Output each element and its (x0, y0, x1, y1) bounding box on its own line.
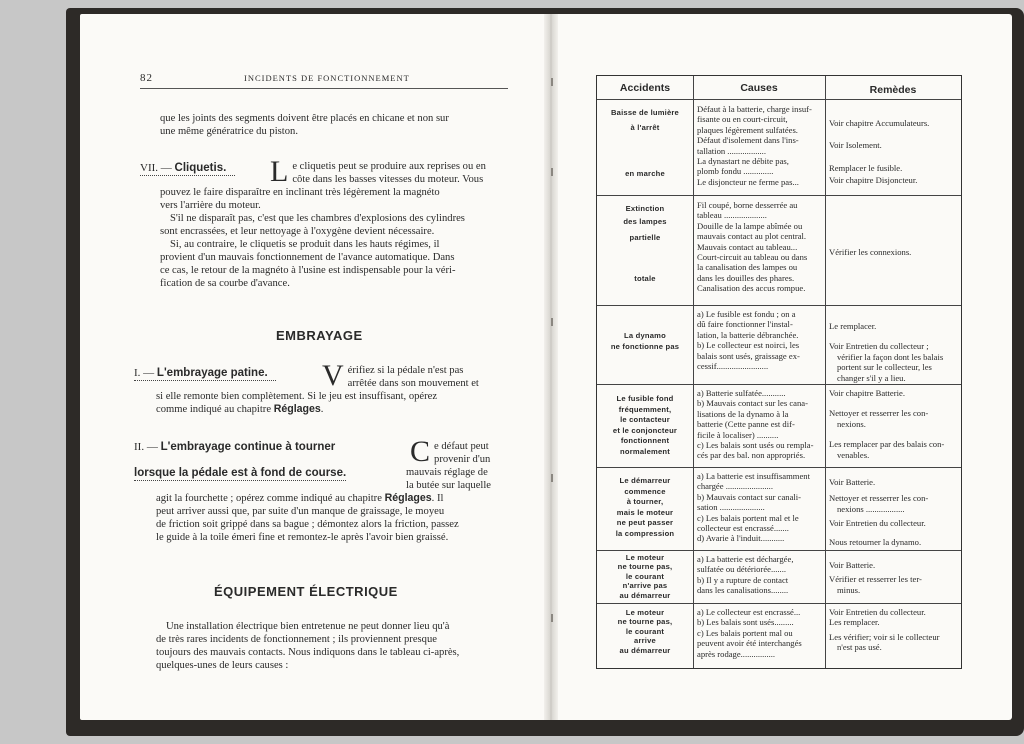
remedies-cell (829, 607, 959, 653)
accident-cell (599, 394, 691, 457)
cause-line: b) Il y a rupture de contact (697, 574, 789, 585)
section-title: lorsque la pédale est à fond de course. (134, 467, 347, 479)
section-tourner-title-2 (134, 466, 346, 481)
stitch (551, 318, 553, 326)
cause-line: peuvent avoir été interchangés (697, 638, 802, 649)
cause-line: d) Avarie à l'induit........... (697, 533, 785, 544)
heading-embrayage: EMBRAYAGE (276, 328, 363, 343)
text-line: mauvais réglage de (406, 467, 488, 478)
remedy-line: Voir Entretien du collecteur ; (829, 341, 929, 352)
cause-line: lation, la batterie débranchée. (697, 329, 799, 340)
accident-line: Le fusible fond (616, 394, 674, 403)
remedy-line: nexions .................. (837, 503, 905, 514)
cause-line: La dynastart ne débite pas, (697, 156, 789, 167)
cause-line: tallation .................. (697, 145, 766, 156)
accident-line: Le démarreur (619, 476, 671, 485)
cause-line: balais sont usés, graissage ex- (697, 350, 800, 361)
text-line: sont encrassées, et leur nettoyage à l'oxygène devient nécessaire. (160, 226, 435, 237)
text-line: provient d'un mauvais fonctionnement de l'avance automatique. Dans (160, 252, 455, 263)
cause-line: c) Les balais sont usés ou rempla- (697, 440, 814, 451)
text-line: une même génératrice du piston. (160, 126, 298, 137)
accident-cell (599, 553, 691, 600)
cause-line: Douille de la lampe abîmée ou (697, 220, 803, 231)
remedies-cell (829, 477, 959, 547)
accident-line: normalement (620, 446, 670, 456)
text-line: le guide à la toile émeri fine et remontez-le après l'avoir bien graissé. (156, 532, 449, 543)
remedy-line: Nous retourner la dynamo. (829, 536, 922, 547)
cause-line: dans les douilles des phares. (697, 272, 795, 283)
remedy-line: Voir chapitre Batterie. (829, 388, 905, 398)
cause-line: Le disjoncteur ne ferme pas... (697, 176, 799, 187)
text-line: . Il (431, 493, 444, 504)
tourner-paragraph (156, 492, 502, 544)
cause-line: après rodage................ (697, 648, 776, 659)
cause-line: a) Le collecteur est encrassé... (697, 607, 801, 617)
remedy-line: changer s'il y a lieu. (837, 372, 906, 383)
stitch (551, 78, 553, 86)
cause-line: a) Le fusible est fondu ; on a (697, 309, 796, 319)
remedy-line: nexions. (837, 418, 866, 429)
text-line: agit la fourchette ; opérez comme indiqué au chapitre (156, 493, 382, 504)
cause-line: lisations de la dynamo à la (697, 408, 789, 419)
causes-cell (697, 200, 823, 294)
remedy-line: Les remplacer. (829, 617, 880, 628)
cause-line: b) Mauvais contact sur canali- (697, 491, 802, 502)
remedy-line: Les vérifier; voir si le collecteur (829, 631, 940, 642)
cause-line: a) La batterie est insuffisamment (697, 471, 810, 481)
text-line: e défaut peut (434, 441, 489, 452)
text-line: vers l'arrière du moteur. (160, 200, 261, 211)
causes-cell (697, 104, 823, 187)
incidents-table (596, 75, 962, 669)
cause-line: Défaut à la batterie, charge insuf- (697, 104, 812, 114)
stitch (551, 474, 553, 482)
cliquetis-paragraph-cont (160, 186, 506, 290)
remedy-line: Nettoyer et resserrer les con- (829, 408, 929, 419)
section-title: L'embrayage continue à tourner (160, 441, 336, 453)
accident-line: en marche (625, 169, 665, 178)
patine-paragraph-cont: si elle remonte bien complètement. Si le jeu est insuffisant, opérez comme indiqué au chapitre Réglages. (156, 390, 502, 416)
row-divider (597, 603, 961, 604)
text-line: ce cas, le retour de la magnéto à l'usine est indispensable pour la véri- (160, 265, 456, 276)
cause-line: tableau .................... (697, 210, 767, 221)
remedy-line: minus. (837, 584, 861, 595)
cause-line: c) Les balais portent mal et le (697, 512, 799, 523)
remedy-line: n'est pas usé. (837, 642, 882, 653)
section-tourner-title-1 (134, 440, 335, 454)
remedy-line: Remplacer le fusible. (829, 162, 903, 173)
cause-line: chargée ...................... (697, 481, 773, 492)
accident-line: à tourner, (626, 497, 664, 506)
remedies-cell (829, 388, 959, 460)
accident-line: Baisse de lumière (611, 108, 679, 117)
remedies-cell (829, 247, 959, 257)
text-line: S'il ne disparaît pas, c'est que les chambres d'explosions des cylindres (170, 213, 465, 224)
row-divider (597, 195, 961, 196)
accident-cell (599, 331, 691, 352)
remedy-line: Voir Batterie. (829, 477, 876, 487)
remedy-line: Vérifier les connexions. (829, 247, 912, 257)
row-divider (597, 550, 961, 551)
remedy-line: Nettoyer et resserrer les con- (829, 493, 929, 504)
cause-line: b) Mauvais contact sur les cana- (697, 398, 808, 409)
section-number: I. — (134, 367, 155, 379)
remedies-cell (829, 321, 959, 383)
accident-line: le courant (625, 571, 665, 581)
remedy-line: venables. (837, 449, 870, 460)
remedy-line: Voir Isolement. (829, 140, 882, 151)
text-line: fication de sa courbe d'avance. (160, 278, 290, 289)
cause-line: c) Les balais portent mal ou (697, 627, 793, 638)
remedy-line: Voir chapitre Disjoncteur. (829, 175, 918, 186)
cause-line: a) Batterie sulfatée........... (697, 388, 786, 398)
accident-line: ne fonctionne pas (610, 341, 680, 351)
cause-line: ficile à localiser) .......... (697, 429, 779, 440)
header-causes: Causes (740, 82, 778, 94)
cause-line: cés par des bal. non appropriés. (697, 450, 806, 461)
stitch (551, 168, 553, 176)
accident-line: le courant (625, 626, 665, 636)
bold-reference: Réglages (273, 403, 321, 415)
running-title: INCIDENTS DE FONCTIONNEMENT (244, 73, 410, 83)
accident-line: au démarreur (619, 645, 671, 655)
cause-line: collecteur est encrassé....... (697, 523, 789, 534)
text-line: pouvez le faire disparaître en inclinant très légèrement la magnéto (160, 187, 440, 198)
accident-cell (599, 608, 691, 655)
bold-reference: Réglages (384, 492, 432, 504)
causes-cell (697, 554, 823, 596)
remedy-line: Le remplacer. (829, 321, 877, 331)
cause-line: dû faire fonctionner l'instal- (697, 319, 793, 330)
cause-line: sulfatée ou détériorée....... (697, 564, 787, 575)
patine-paragraph (322, 359, 502, 392)
accident-line: et le conjoncteur (612, 425, 678, 435)
section-number: II. — (134, 441, 158, 453)
cause-line: plaques légèrement sulfatées. (697, 124, 798, 135)
text-line: de friction soit grippé dans sa bague ; démontez alors la friction, passez (156, 519, 459, 530)
accident-line: ne peut passer (616, 518, 674, 527)
text-line: côte dans les basses vitesses du moteur. Vous (292, 174, 484, 185)
cause-line: Canalisation des accus rompue. (697, 283, 806, 294)
text-line: si elle remonte bien complètement. Si le jeu est insuffisant, opérez (156, 391, 438, 402)
accident-line: Extinction (625, 204, 665, 213)
equipement-paragraph (156, 620, 502, 672)
text-line: quelques-unes de leurs causes : (156, 660, 289, 671)
accident-line: fonctionnent (620, 436, 670, 445)
cause-line: dans les canalisations........ (697, 585, 789, 596)
text-line: de très rares incidents de fonctionnement ; ils proviennent presque (156, 634, 437, 645)
cause-line: Court-circuit au tableau ou dans (697, 252, 808, 263)
accident-line: la compression (615, 528, 675, 538)
accident-line: le contacteur (620, 415, 670, 424)
cause-line: plomb fondu .............. (697, 166, 774, 177)
remedy-line: Voir Entretien du collecteur. (829, 607, 926, 617)
text-line: comme indiqué au chapitre (156, 404, 272, 415)
accident-line: La dynamo (624, 331, 666, 340)
text-line: e cliquetis peut se produire aux reprises ou en (292, 161, 486, 172)
drop-cap: C (410, 435, 431, 468)
text-line: provenir d'un (434, 454, 491, 465)
header-remedes: Remèdes (869, 84, 917, 96)
accident-line: ne tourne pas, (617, 617, 673, 627)
accident-line: totale (634, 273, 656, 283)
accident-line: ne tourne pas, (617, 562, 673, 572)
cause-line: la canalisation des lampes ou (697, 262, 798, 273)
row-divider (597, 384, 961, 385)
accident-line: des lampes (623, 216, 667, 226)
causes-cell (697, 607, 823, 659)
running-head (140, 72, 508, 89)
column-divider (825, 76, 826, 668)
text-line: toujours des mauvais contacts. Nous indiquons dans le tableau ci-après, (156, 647, 460, 658)
accident-cell (599, 476, 691, 539)
tourner-side-paragraph (410, 435, 502, 468)
accident-line: fréquemment, (618, 404, 672, 414)
causes-cell (697, 388, 823, 461)
accident-line: Le moteur (625, 553, 665, 562)
stitch (551, 614, 553, 622)
cause-line: batterie (Cette panne est dif- (697, 419, 795, 430)
cause-line: fisante ou en court-circuit, (697, 114, 788, 125)
accident-cell (599, 204, 691, 284)
text-line: Si, au contraire, le cliquetis se produit dans les hauts régimes, il (170, 239, 440, 250)
column-divider (693, 76, 694, 668)
cause-line: b) Le collecteur est noirci, les (697, 340, 800, 351)
accident-line: commence (624, 486, 666, 496)
accident-line: partielle (629, 233, 661, 242)
remedies-cell (829, 118, 959, 186)
section-cliquetis-title (140, 161, 235, 176)
section-number: VII. — (140, 162, 172, 174)
cause-line: a) La batterie est déchargée, (697, 554, 794, 564)
section-patine-title (134, 366, 276, 381)
remedy-line: Les remplacer par des balais con- (829, 439, 945, 450)
drop-cap: V (322, 359, 344, 392)
cause-line: Fil coupé, borne desserrée au (697, 200, 798, 210)
text-line: érifiez si la pédale n'est pas (347, 365, 464, 376)
accident-cell (599, 108, 691, 180)
text-line: arrêtée dans son mouvement et (347, 378, 479, 389)
cause-line: sation ..................... (697, 502, 765, 513)
header-accidents: Accidents (619, 82, 671, 94)
remedy-line: portent sur le collecteur, les (837, 362, 932, 373)
page-number: 82 (140, 72, 153, 84)
causes-cell (697, 309, 823, 371)
accident-line: mais le moteur (616, 507, 674, 517)
accident-line: arrive (634, 636, 656, 646)
cliquetis-paragraph (270, 155, 506, 188)
row-divider (597, 467, 961, 468)
text-line: que les joints des segments doivent être placés en chicane et non sur (160, 113, 449, 124)
section-title: Cliquetis. (174, 162, 227, 174)
row-divider (597, 99, 961, 100)
text-line: Une installation électrique bien entretenue ne peut donner lieu qu'à (166, 621, 450, 632)
accident-line: au démarreur (619, 590, 671, 600)
causes-cell (697, 471, 823, 544)
heading-equipement: ÉQUIPEMENT ÉLECTRIQUE (214, 584, 398, 599)
cause-line: mauvais contact au plot central. (697, 231, 807, 242)
cause-line: b) Les balais sont usés......... (697, 617, 794, 628)
row-divider (597, 305, 961, 306)
remedy-line: Vérifier et resserrer les ter- (829, 574, 922, 585)
remedy-line: Voir Entretien du collecteur. (829, 518, 926, 529)
intro-paragraph (160, 112, 506, 138)
tourner-side-paragraph-cont (406, 466, 502, 492)
cause-line: cessif........................ (697, 361, 769, 372)
accident-line: Le moteur (625, 608, 665, 617)
remedy-line: Voir Batterie. (829, 560, 876, 570)
section-title: L'embrayage patine. (156, 367, 268, 379)
remedy-line: vérifier la façon dont les balais (837, 351, 944, 362)
drop-cap: L (270, 155, 289, 188)
text-line: la butée sur laquelle (406, 480, 492, 491)
text-line: peut arriver aussi que, par suite d'un manque de graissage, le moyeu (156, 506, 445, 517)
cause-line: Mauvais contact au tableau... (697, 241, 798, 252)
remedy-line: Voir chapitre Accumulateurs. (829, 118, 930, 128)
accident-line: n'arrive pas (622, 581, 668, 591)
accident-line: à l'arrêt (630, 122, 660, 132)
cause-line: Défaut d'isolement dans l'ins- (697, 135, 799, 146)
remedies-cell (829, 560, 959, 595)
